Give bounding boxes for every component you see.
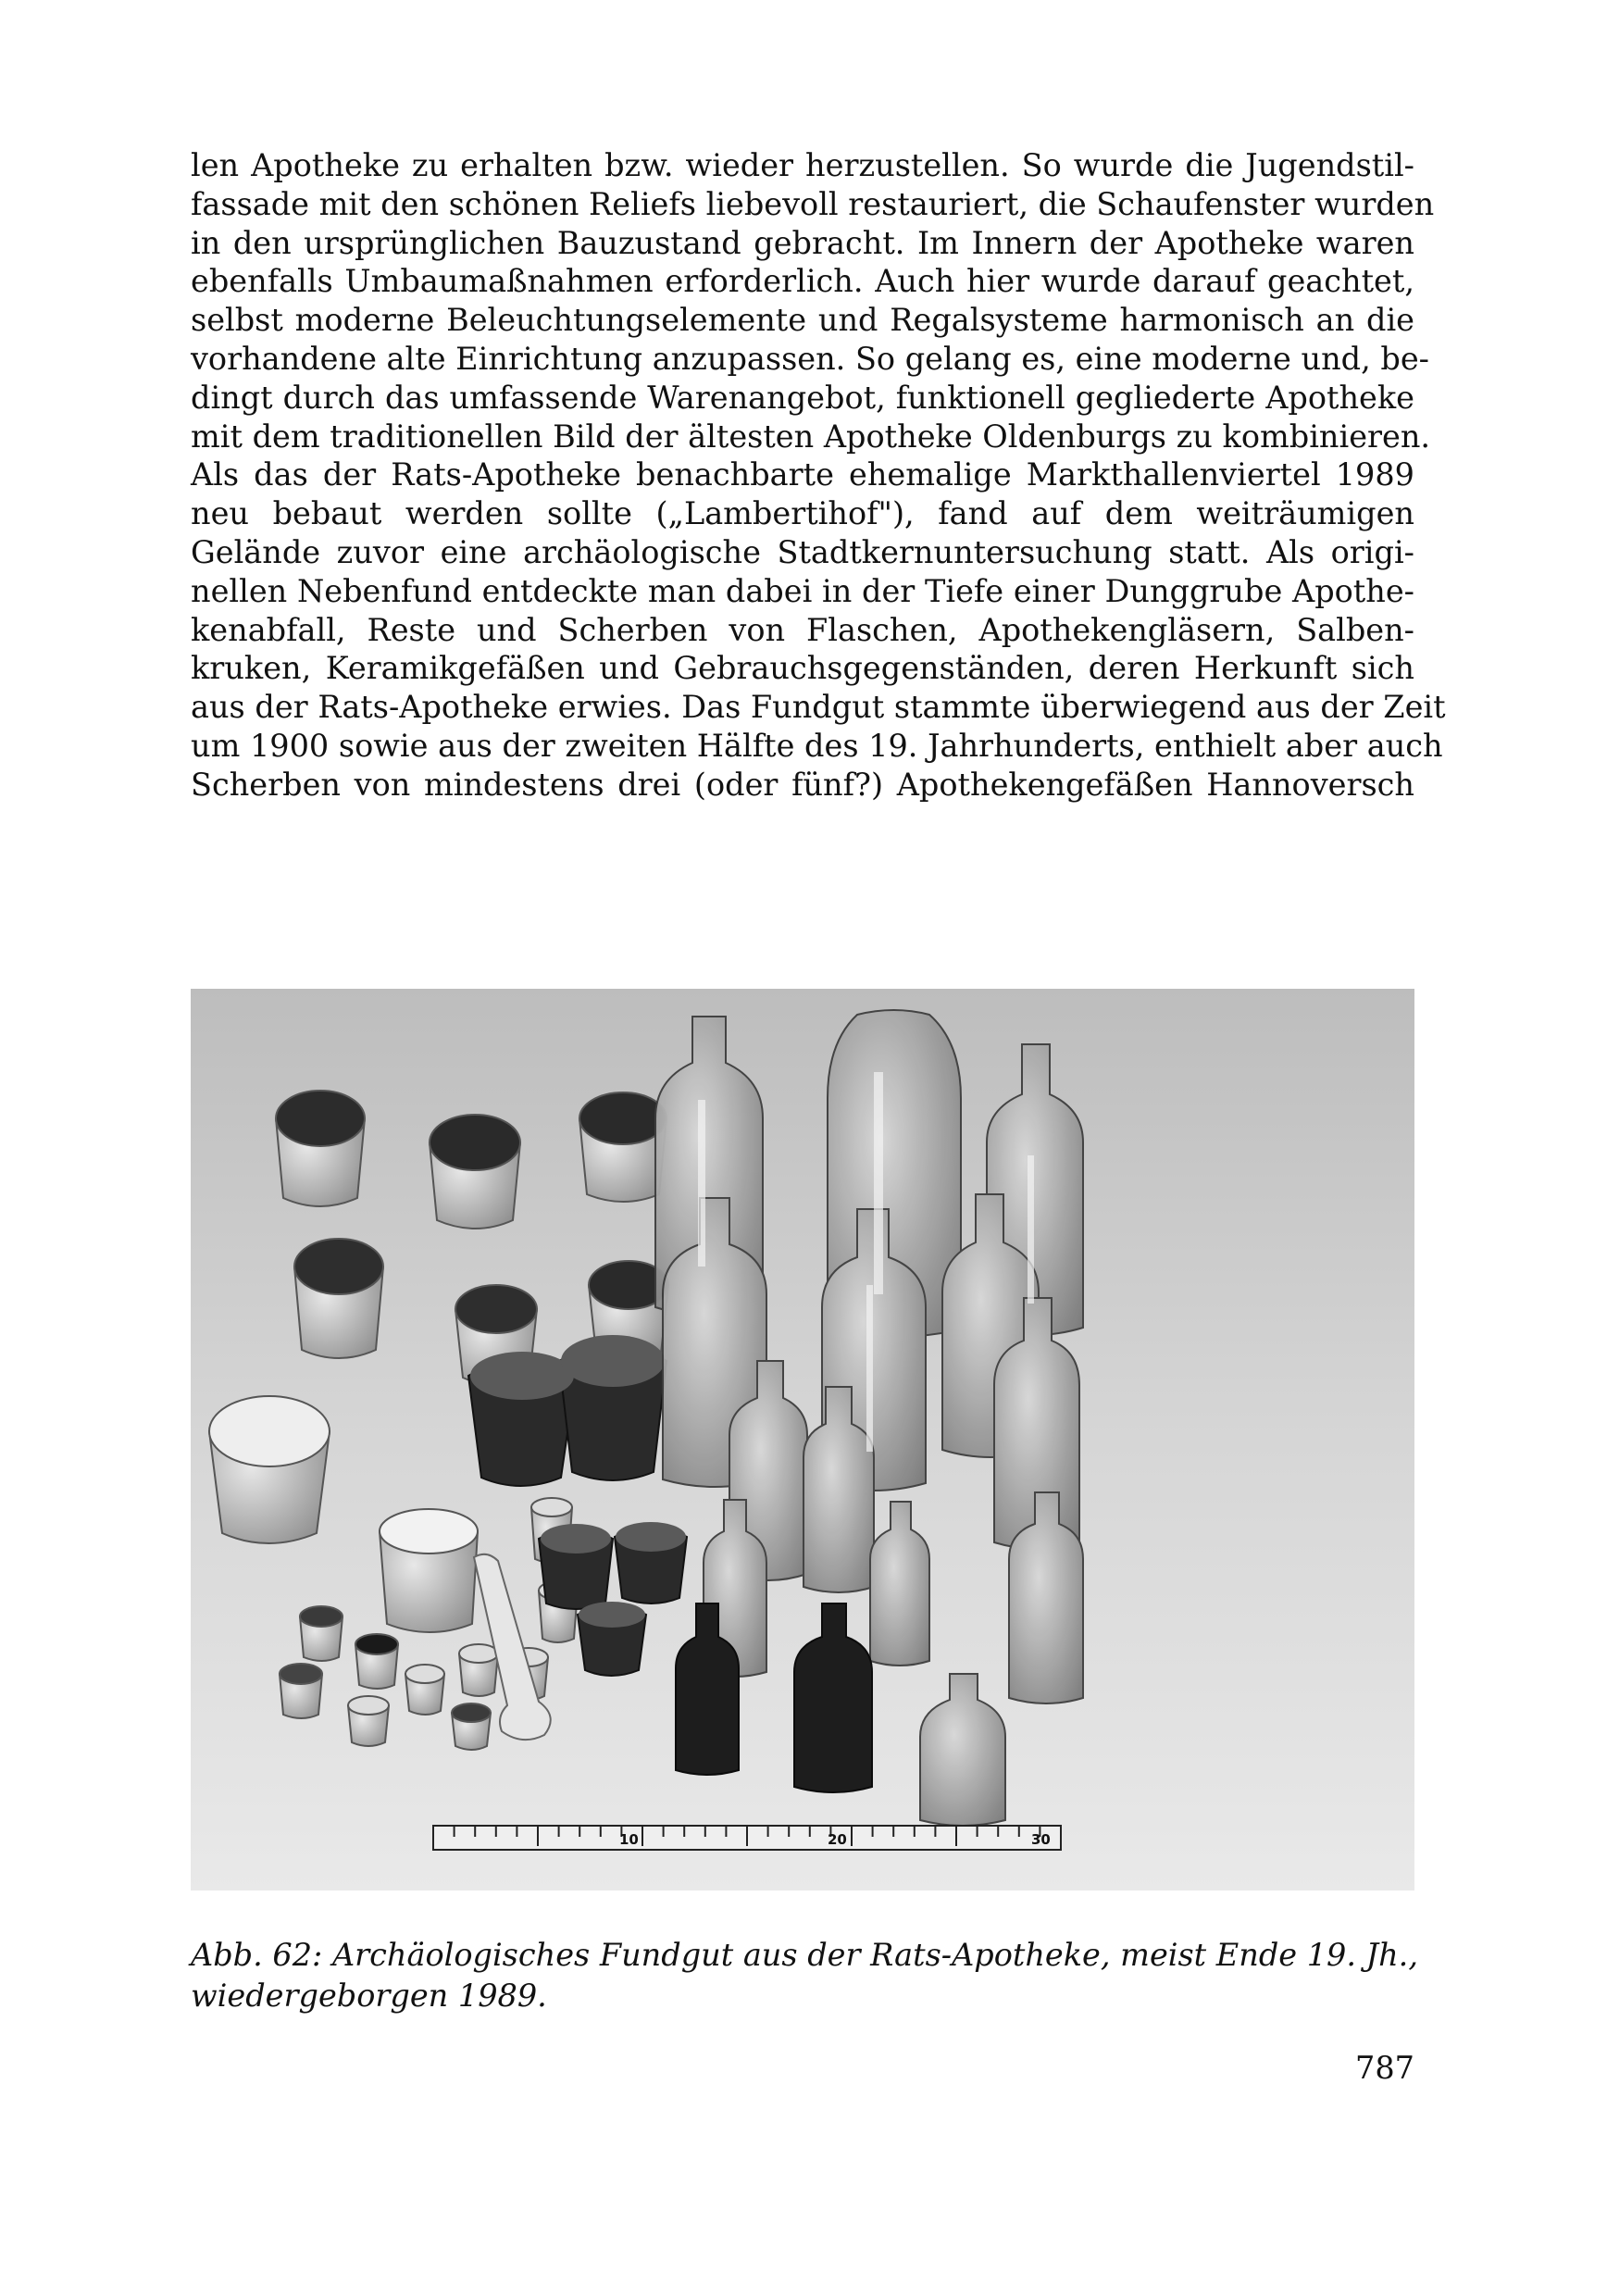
body-line: selbst moderne Beleuchtungselemente und Regalsysteme harmonisch an die <box>191 302 1414 339</box>
body-line: kenabfall, Reste und Scherben von Flaschen, Apothekengläsern, Salben- <box>191 611 1414 648</box>
body-line: Als das der Rats-Apotheke benachbarte ehemalige Markthallenviertel 1989 <box>191 456 1414 493</box>
measuring-ruler <box>433 1826 1061 1850</box>
body-line: fassade mit den schönen Reliefs liebevoll restauriert, die Schaufenster wurden <box>191 185 1435 222</box>
page-number: 787 <box>1355 2050 1414 2086</box>
body-line: um 1900 sowie aus der zweiten Hälfte des 19. Jahrhunderts, enthielt aber auch <box>191 727 1443 764</box>
body-line: in den ursprünglichen Bauzustand gebracht. Im Innern der Apotheke waren <box>191 224 1414 261</box>
body-line: aus der Rats-Apotheke erwies. Das Fundgut stammte überwiegend aus der Zeit <box>191 689 1446 726</box>
body-line: vorhandene alte Einrichtung anzupassen. So gelang es, eine moderne und, be- <box>191 340 1430 377</box>
body-line: neu bebaut werden sollte („Lambertihof"), fand auf dem weiträumigen <box>191 495 1414 532</box>
ruler-label: 20 <box>828 1831 847 1848</box>
ruler-label: 30 <box>1031 1831 1051 1848</box>
figure-photo <box>191 989 1414 1890</box>
body-line: ebenfalls Umbaumaßnahmen erforderlich. Auch hier wurde darauf geachtet, <box>191 263 1414 300</box>
ruler-label: 10 <box>619 1831 639 1848</box>
body-text <box>191 146 1446 805</box>
body-line: kruken, Keramikgefäßen und Gebrauchsgegenständen, deren Herkunft sich <box>191 650 1414 687</box>
body-line: len Apotheke zu erhalten bzw. wieder herzustellen. So wurde die Jugendstil- <box>191 147 1414 183</box>
body-line: mit dem traditionellen Bild der ältesten Apotheke Oldenburgs zu kombinieren. <box>191 418 1431 455</box>
figure-caption <box>191 1935 1418 2016</box>
caption-line: wiedergeborgen 1989. <box>191 1978 547 2014</box>
body-line: Scherben von mindestens drei (oder fünf?) Apothekengefäßen Hannoversch <box>191 766 1414 803</box>
archaeological-finds-photo <box>191 989 1414 1890</box>
body-line: Gelände zuvor eine archäologische Stadtkernuntersuchung statt. Als origi- <box>191 533 1414 570</box>
body-line: nellen Nebenfund entdeckte man dabei in der Tiefe einer Dunggrube Apothe- <box>191 572 1414 609</box>
body-line: dingt durch das umfassende Warenangebot, funktionell gegliederte Apotheke <box>191 379 1414 416</box>
caption-line: Abb. 62: Archäologisches Fundgut aus der Rats-Apotheke, meist Ende 19. Jh., <box>191 1937 1418 1973</box>
